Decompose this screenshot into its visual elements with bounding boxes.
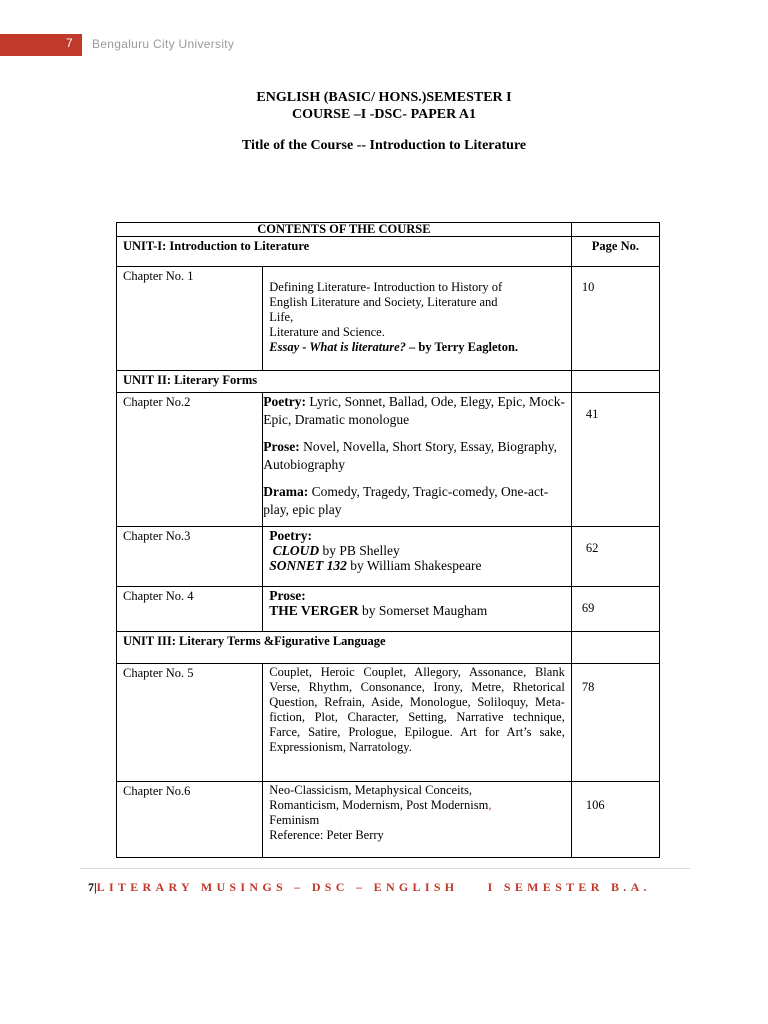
chapter-1-description: Defining Literature- Introduction to History of English Literature and Society, Literature and Life, Literature and Science. Essay - What is literature? – by Terry Eagleton. bbox=[263, 267, 572, 371]
course-heading-line-2: COURSE –I -DSC- PAPER A1 bbox=[291, 107, 477, 122]
table-row bbox=[117, 664, 660, 782]
header-university-name: Bengaluru City University bbox=[92, 37, 235, 51]
course-title: Title of the Course -- Introduction to Literature bbox=[241, 138, 527, 153]
footer-text: LITERARY MUSINGS – DSC – ENGLISH I SEMESTER B.A. bbox=[96, 880, 651, 894]
footer-separator: | bbox=[94, 880, 97, 894]
table-row bbox=[117, 393, 660, 527]
table-row bbox=[117, 267, 660, 371]
chapter-4-description: Prose: THE VERGER by Somerset Maugham bbox=[263, 587, 572, 632]
chapter-1-label: Chapter No. 1 bbox=[117, 267, 263, 371]
chapter-5-description: Couplet, Heroic Couplet, Allegory, Assonance, Blank Verse, Rhythm, Consonance, Irony, Metre, Rhetorical Question, Refrain, Aside, Monologue, Soliloquy, Meta-fiction, Plot, Character, Setting, Narrative technique, Farce, Satire, Prologue, Epilogue. Art for Art’s sake, Expressionism, Narratology. bbox=[263, 664, 572, 782]
unit-1-heading: UNIT-I: Introduction to Literature bbox=[117, 237, 572, 267]
unit-3-heading: UNIT III: Literary Terms &Figurative Language bbox=[117, 632, 572, 664]
unit-2-heading: UNIT II: Literary Forms bbox=[117, 371, 572, 393]
chapter-3-label: Chapter No.3 bbox=[117, 527, 263, 587]
chapter-4-page: 69 bbox=[571, 587, 659, 632]
chapter-1-page: 10 bbox=[571, 267, 659, 371]
table-row bbox=[117, 587, 660, 632]
chapter-2-description: Poetry: Lyric, Sonnet, Ballad, Ode, Elegy, Epic, Mock-Epic, Dramatic monologue Prose: Novel, Novella, Short Story, Essay, Biography, Autobiography Drama: Comedy, Tragedy, Tragic-comedy, One-act-play, epic play bbox=[263, 393, 572, 527]
chapter-6-description: Neo-Classicism, Metaphysical Conceits, Romanticism, Modernism, Post Modernism, Feminism Reference: Peter Berry bbox=[263, 782, 572, 858]
chapter-5-label: Chapter No. 5 bbox=[117, 664, 263, 782]
table-row bbox=[117, 782, 660, 858]
chapter-5-page: 78 bbox=[571, 664, 659, 782]
chapter-6-page: 106 bbox=[571, 782, 659, 858]
table-row bbox=[117, 527, 660, 587]
contents-table bbox=[116, 222, 660, 858]
footer-divider bbox=[80, 868, 690, 869]
chapter-6-label: Chapter No.6 bbox=[117, 782, 263, 858]
chapter-2-label: Chapter No.2 bbox=[117, 393, 263, 527]
footer-running-title bbox=[88, 880, 651, 895]
header-page-number: 7 bbox=[66, 36, 73, 50]
chapter-2-page: 41 bbox=[571, 393, 659, 527]
page-no-header: Page No. bbox=[571, 237, 659, 267]
chapter-3-page: 62 bbox=[571, 527, 659, 587]
footer-page-number: 7 bbox=[88, 880, 94, 894]
course-heading-line-1: ENGLISH (BASIC/ HONS.)SEMESTER I bbox=[256, 90, 512, 105]
contents-heading: CONTENTS OF THE COURSE bbox=[117, 223, 572, 237]
chapter-3-description: Poetry: CLOUD by PB Shelley SONNET 132 by William Shakespeare bbox=[263, 527, 572, 587]
chapter-4-label: Chapter No. 4 bbox=[117, 587, 263, 632]
